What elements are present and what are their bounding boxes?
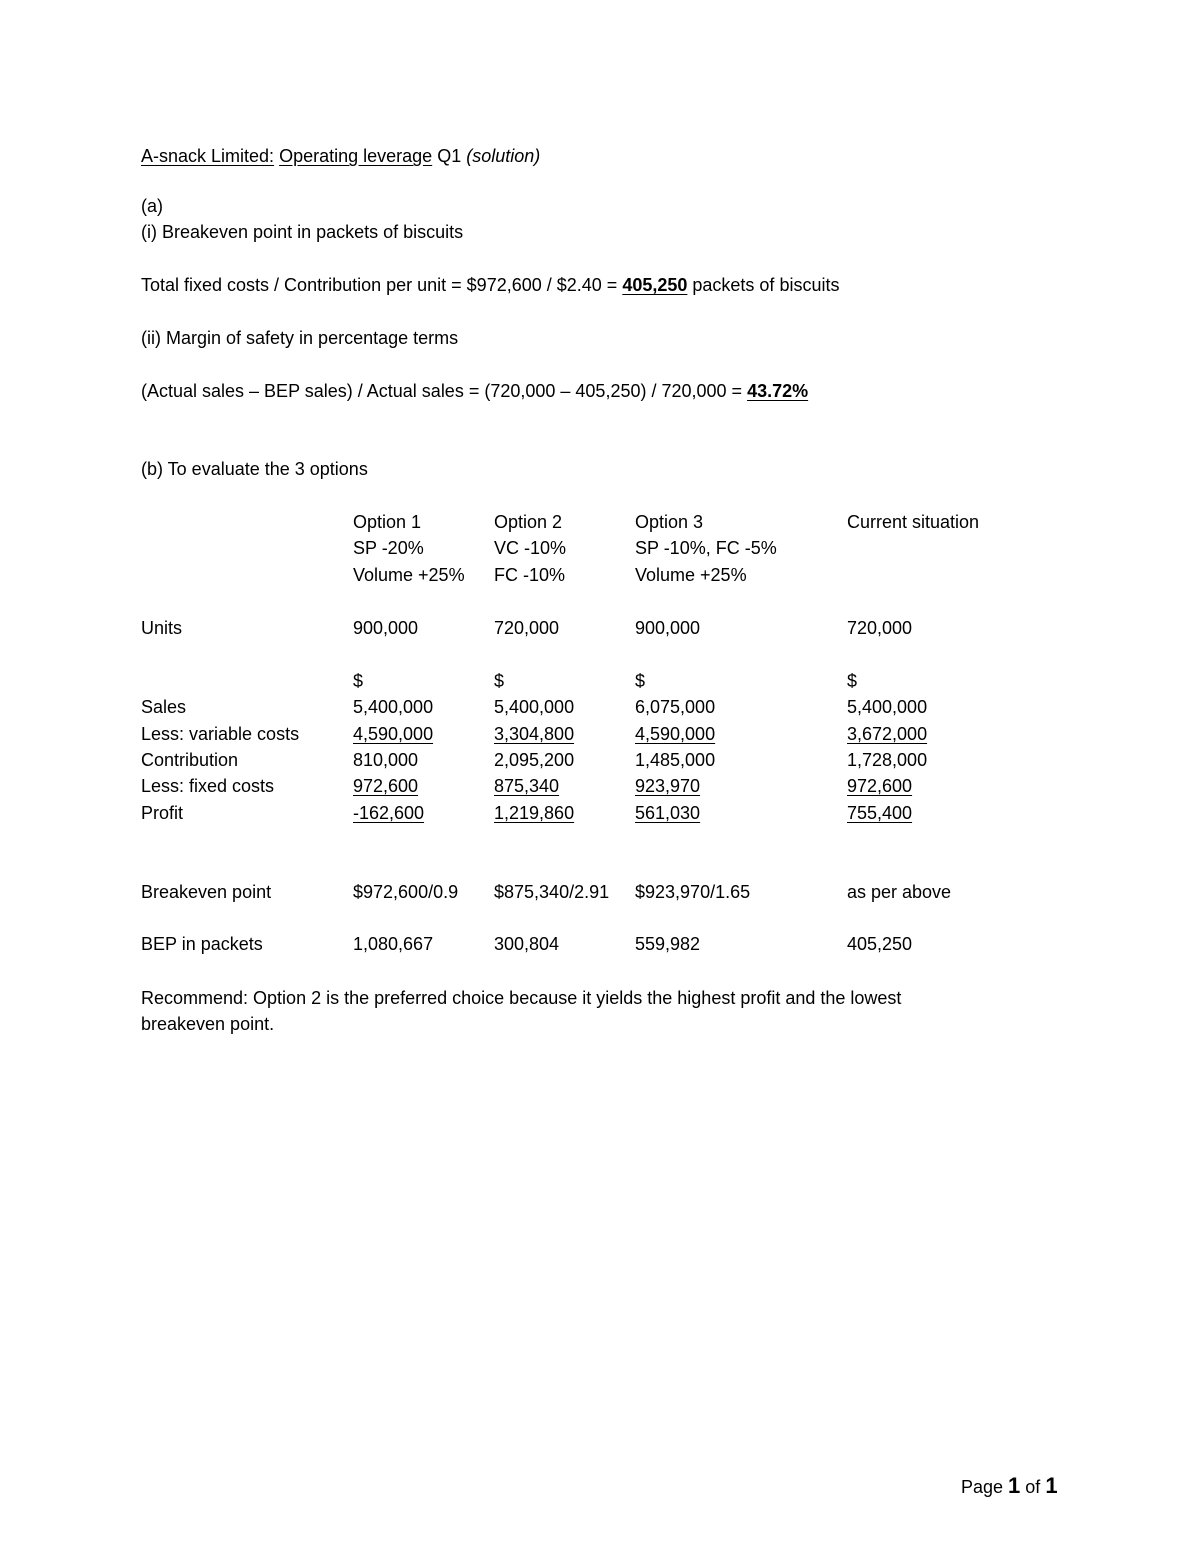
table-cell: 5,400,000 (494, 697, 575, 717)
table-cell: 559,982 (635, 934, 701, 954)
col-header-option-3: Option 3 (635, 512, 704, 532)
units-value: 720,000 (494, 618, 560, 638)
currency-symbol: $ (635, 671, 646, 691)
title-solution: (solution) (466, 146, 541, 166)
units-value: 900,000 (353, 618, 419, 638)
part-a-ii-answer: 43.72% (747, 381, 809, 401)
table-cell: 972,600 (847, 776, 913, 796)
footer-page-word: Page (961, 1477, 1009, 1497)
col-desc-option-1-a: SP -20% (353, 538, 424, 558)
table-cell: 755,400 (847, 803, 913, 823)
col-header-current: Current situation (847, 512, 980, 532)
footer-page-total: 1 (1045, 1473, 1058, 1498)
part-a-ii-formula-line (141, 380, 808, 402)
row-label-sales: Sales (141, 697, 187, 717)
table-cell: $875,340/2.91 (494, 882, 610, 902)
title-topic: Operating leverage (279, 146, 433, 166)
row-label-bep-packets: BEP in packets (141, 934, 263, 954)
col-desc-option-3-a: SP -10%, FC -5% (635, 538, 777, 558)
currency-symbol: $ (494, 671, 505, 691)
table-cell: 4,590,000 (635, 724, 716, 744)
table-cell: 1,485,000 (635, 750, 716, 770)
units-label: Units (141, 618, 183, 638)
table-cell: $923,970/1.65 (635, 882, 751, 902)
units-value: 900,000 (635, 618, 701, 638)
currency-symbol: $ (353, 671, 364, 691)
table-cell: 875,340 (494, 776, 560, 796)
table-cell: 300,804 (494, 934, 560, 954)
col-header-option-1: Option 1 (353, 512, 422, 532)
part-a-ii-heading: (ii) Margin of safety in percentage terms (141, 328, 459, 348)
col-desc-option-2-b: FC -10% (494, 565, 566, 585)
row-label-variable-costs: Less: variable costs (141, 724, 300, 744)
table-cell: 3,672,000 (847, 724, 928, 744)
part-a-i-suffix: packets of biscuits (687, 275, 840, 295)
col-header-option-2: Option 2 (494, 512, 563, 532)
recommendation-line-1: Recommend: Option 2 is the preferred choice because it yields the highest profit and the lowest (141, 988, 902, 1008)
row-label-profit: Profit (141, 803, 184, 823)
row-label-fixed-costs: Less: fixed costs (141, 776, 275, 796)
footer-page-num: 1 (1008, 1473, 1021, 1498)
row-label-contribution: Contribution (141, 750, 239, 770)
part-a-i-formula: Total fixed costs / Contribution per unit = $972,600 / $2.40 = (141, 275, 623, 295)
table-cell: as per above (847, 882, 952, 902)
table-cell: 923,970 (635, 776, 701, 796)
table-cell: 5,400,000 (353, 697, 434, 717)
part-a-i-formula-line (141, 274, 839, 296)
title-company: A-snack Limited: (141, 146, 275, 166)
table-cell: 1,728,000 (847, 750, 928, 770)
table-cell: 5,400,000 (847, 697, 928, 717)
col-desc-option-3-b: Volume +25% (635, 565, 747, 585)
table-cell: 810,000 (353, 750, 419, 770)
table-cell: -162,600 (353, 803, 425, 823)
table-cell: 2,095,200 (494, 750, 575, 770)
footer-of-word: of (1020, 1477, 1046, 1497)
table-cell: 972,600 (353, 776, 419, 796)
table-cell: 1,219,860 (494, 803, 575, 823)
part-b-heading: (b) To evaluate the 3 options (141, 459, 368, 479)
units-value: 720,000 (847, 618, 913, 638)
table-cell: 561,030 (635, 803, 701, 823)
row-label-breakeven-point: Breakeven point (141, 882, 272, 902)
part-a-i-answer: 405,250 (622, 275, 688, 295)
table-cell: 4,590,000 (353, 724, 434, 744)
table-cell: $972,600/0.9 (353, 882, 459, 902)
page-footer (961, 1473, 1058, 1500)
col-desc-option-1-b: Volume +25% (353, 565, 465, 585)
table-cell: 1,080,667 (353, 934, 434, 954)
table-cell: 405,250 (847, 934, 913, 954)
part-a-ii-formula: (Actual sales – BEP sales) / Actual sales = (720,000 – 405,250) / 720,000 = (141, 381, 748, 401)
table-cell: 3,304,800 (494, 724, 575, 744)
recommendation-line-2: breakeven point. (141, 1014, 275, 1034)
title-question: Q1 (437, 146, 462, 166)
document-title (141, 145, 540, 167)
table-cell: 6,075,000 (635, 697, 716, 717)
part-a-i-heading: (i) Breakeven point in packets of biscuits (141, 222, 464, 242)
col-desc-option-2-a: VC -10% (494, 538, 567, 558)
currency-symbol: $ (847, 671, 858, 691)
part-a-label: (a) (141, 196, 163, 216)
